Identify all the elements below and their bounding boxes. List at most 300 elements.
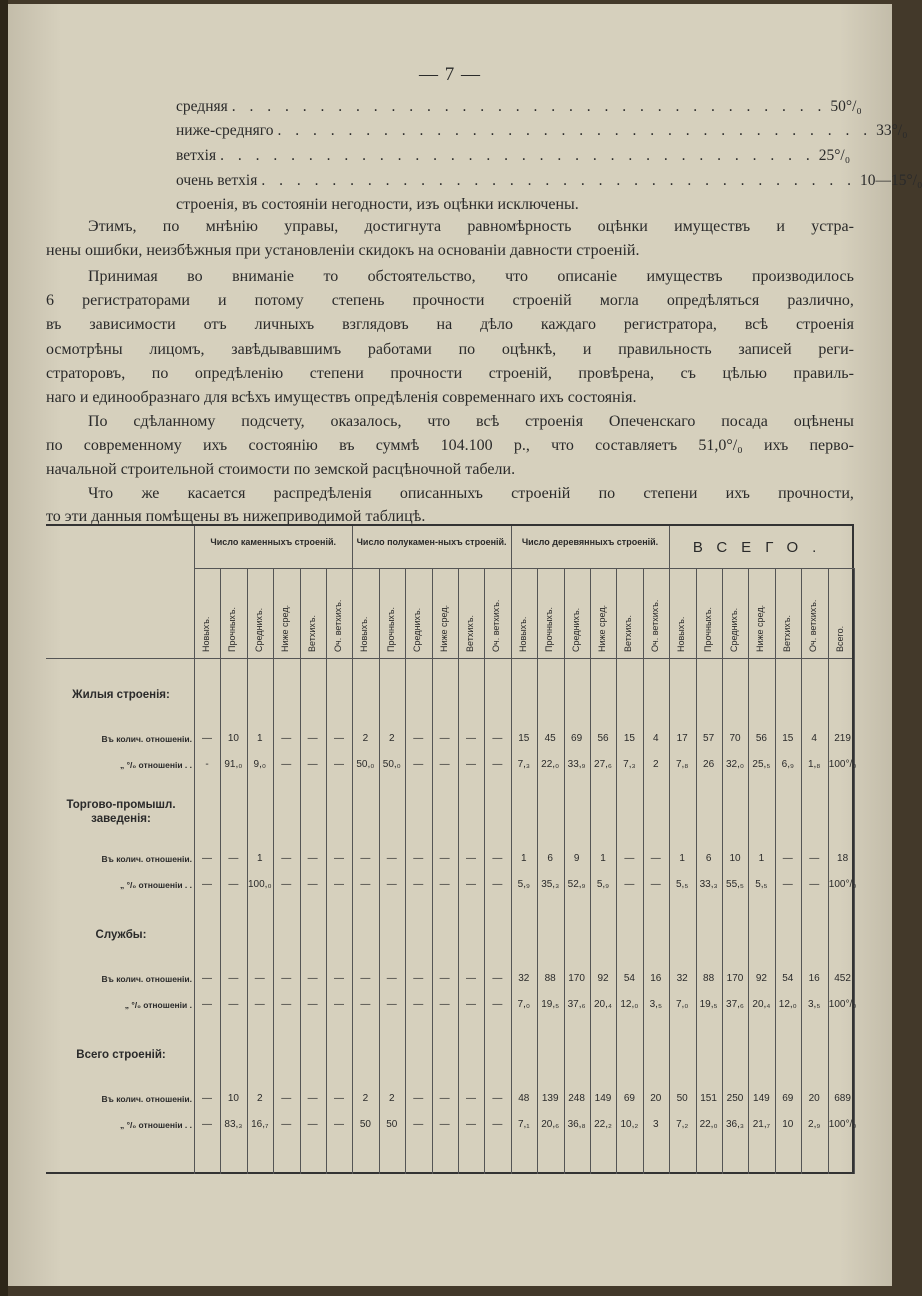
- table-cell: —: [413, 999, 424, 1010]
- table-cell: 689: [834, 1093, 851, 1104]
- table-cell: —: [413, 973, 424, 984]
- table-cell: 36,₃: [726, 1119, 744, 1130]
- table-cell: 149: [753, 1093, 770, 1104]
- table-cell: —: [360, 879, 371, 890]
- table-cell: —: [360, 999, 371, 1010]
- table-cell: —: [334, 879, 344, 890]
- word: касается: [187, 485, 246, 502]
- table-cell: —: [281, 999, 292, 1010]
- table-cell: —: [334, 973, 344, 984]
- word: степени: [309, 365, 364, 382]
- table-cell: —: [334, 759, 344, 770]
- table-cell: 26: [703, 759, 715, 770]
- table-cell: —: [466, 759, 476, 770]
- table-cell: —: [413, 1119, 424, 1130]
- column-rule: [828, 568, 829, 1174]
- column-header: Среднихъ.: [570, 607, 581, 652]
- word: имуществъ: [646, 268, 723, 285]
- table-cell: —: [228, 853, 239, 864]
- table-cell: 6: [547, 853, 553, 864]
- column-rule: [590, 568, 591, 1174]
- section-title: Жилыя строенія:: [72, 689, 170, 701]
- table-cell: 2,₉: [808, 1119, 821, 1130]
- word: состоянію: [248, 437, 318, 454]
- list-tail: строенія, въ состояніи негодности, изъ оцѣнки исключены.: [176, 196, 579, 213]
- table-cell: 139: [541, 1093, 559, 1104]
- table-cell: 3,₅: [649, 999, 662, 1010]
- word: 6: [46, 292, 54, 309]
- table-cell: 17: [676, 733, 688, 744]
- table-cell: 20,₄: [752, 999, 771, 1010]
- column-header: Ниже сред.: [597, 604, 607, 652]
- table-cell: —: [439, 1119, 450, 1130]
- row-label: Въ колич. отношеніи.: [101, 854, 192, 864]
- column-rule: [247, 568, 248, 1174]
- table-cell: 7,₈: [675, 759, 689, 770]
- table-cell: —: [307, 973, 318, 984]
- text-line: [88, 413, 854, 431]
- section-title: Всего строеній:: [76, 1049, 166, 1061]
- table-cell: —: [202, 1119, 212, 1130]
- word: распредѣленія: [273, 485, 372, 502]
- table-cell: —: [254, 973, 265, 984]
- table-cell: —: [307, 733, 318, 744]
- word: страторовъ,: [46, 365, 126, 382]
- table-cell: —: [386, 879, 397, 890]
- table-cell: —: [307, 1119, 318, 1130]
- condition-label: средняя: [176, 98, 228, 115]
- column-rule: [432, 568, 433, 1174]
- word: Что: [88, 485, 114, 502]
- group-header: Число деревянныхъ строеній.: [521, 537, 659, 547]
- table-cell: 92: [597, 973, 609, 984]
- table-cell: 15: [782, 733, 794, 744]
- table-cell: 33,₉: [567, 759, 586, 770]
- table-cell: —: [413, 759, 424, 770]
- table-cell: 48: [518, 1093, 530, 1104]
- table-cell: 50: [386, 1119, 398, 1130]
- table-cell: 20: [808, 1093, 820, 1104]
- word: лицомъ,: [149, 341, 205, 358]
- word: съ: [680, 365, 696, 382]
- page-number: — 7 —: [419, 64, 481, 85]
- table-cell: —: [334, 853, 344, 864]
- column-header: Оч. ветхихъ.: [808, 599, 819, 652]
- table-cell: —: [281, 853, 292, 864]
- table-cell: —: [809, 879, 820, 890]
- section-title: Службы:: [95, 929, 147, 941]
- column-rule: [669, 526, 670, 1174]
- word: и: [582, 341, 592, 358]
- word: строенія: [525, 413, 584, 430]
- word: сдѣланному: [133, 413, 216, 430]
- text-line: [46, 365, 854, 383]
- word: личныхъ: [254, 316, 315, 333]
- column-header: Ветхихъ.: [306, 615, 317, 652]
- condition-row: [176, 172, 922, 190]
- word: оказалось,: [330, 413, 402, 430]
- group-header: Число каменныхъ строеній.: [210, 537, 337, 547]
- word: мнѣнію: [205, 218, 258, 235]
- row-label: Въ колич. отношеніи.: [101, 1094, 192, 1104]
- leader-dots: . . . . . . . . . . . . . . . . . . . . . . . . . . . . . . . . . .: [277, 122, 873, 139]
- table-cell: —: [782, 879, 793, 890]
- header-bottom-rule: [46, 658, 852, 659]
- text-line: [88, 268, 854, 286]
- table-cell: 15: [623, 733, 635, 744]
- column-rule: [722, 568, 723, 1174]
- table-cell: 100°/₀: [828, 759, 857, 770]
- table-cell: —: [413, 879, 424, 890]
- table-cell: 22,₂: [594, 1119, 612, 1130]
- text-line: нены ошибки, неизбѣжныя при установленіи скидокъ на основаніи давности строеній.: [46, 242, 640, 259]
- table-cell: 2: [362, 733, 369, 744]
- table-cell: —: [809, 853, 820, 864]
- table-cell: 37,₆: [726, 999, 744, 1010]
- table-cell: 2: [389, 733, 395, 744]
- word: могла: [599, 292, 639, 309]
- table-cell: 27,₆: [594, 759, 612, 770]
- table-cell: 33,₃: [699, 879, 718, 890]
- table-cell: 1,₈: [807, 759, 821, 770]
- word: оцѣнены: [793, 413, 854, 430]
- text-line: начальной строительной стоимости по земской расцѣночной табели.: [46, 461, 516, 478]
- word: же: [141, 485, 160, 502]
- table-cell: —: [439, 879, 450, 890]
- table-cell: —: [281, 733, 292, 744]
- table-cell: 250: [726, 1093, 744, 1104]
- group-header: Число полукамен-ныхъ строеній.: [356, 537, 507, 547]
- table-cell: 22,₀: [699, 1119, 718, 1130]
- column-rule: [273, 568, 274, 1174]
- table-cell: 7,₁: [517, 1119, 530, 1130]
- table-cell: 5,₅: [676, 879, 689, 890]
- table-cell: 4: [811, 733, 817, 744]
- table-cell: 10: [227, 1093, 239, 1104]
- table-cell: —: [650, 879, 661, 890]
- word: и: [776, 218, 785, 235]
- table-cell: 88: [703, 973, 715, 984]
- row-label: „ °/₀ отношеніи . .: [119, 880, 192, 890]
- table-cell: 69: [782, 1093, 794, 1104]
- word: ихъ: [725, 485, 750, 502]
- table-cell: 100°/₀: [828, 879, 857, 890]
- group-header: ВСЕГО.: [692, 539, 831, 556]
- table-cell: 7,₃: [517, 759, 530, 770]
- table-cell: —: [281, 759, 292, 770]
- column-header: Ниже сред.: [280, 604, 291, 652]
- table-cell: 7,₃: [623, 759, 636, 770]
- condition-row: [176, 122, 908, 140]
- table-cell: 219: [834, 733, 851, 744]
- word: подсчету,: [241, 413, 305, 430]
- word: и: [218, 292, 227, 309]
- table-cell: —: [466, 973, 476, 984]
- table-cell: —: [466, 999, 476, 1010]
- column-rule: [194, 526, 195, 1174]
- table-cell: 10,₂: [620, 1119, 639, 1130]
- condition-label: ветхія: [176, 147, 217, 164]
- table-cell: 12,₀: [778, 999, 797, 1010]
- text-line: [46, 341, 854, 359]
- row-label: „ °/₀ отношеніи . .: [119, 760, 192, 770]
- table-cell: 9: [573, 853, 580, 864]
- column-rule: [643, 568, 644, 1174]
- column-header: Среднихъ.: [729, 607, 739, 652]
- text-line: [46, 316, 854, 334]
- word: современному: [83, 437, 182, 454]
- word: взглядовъ: [342, 316, 409, 333]
- table-cell: 22,₀: [541, 759, 560, 770]
- table-cell: 7,₀: [517, 999, 531, 1010]
- table-cell: 37,₆: [567, 999, 586, 1010]
- table-cell: 50,₀: [382, 759, 401, 770]
- table-cell: —: [360, 853, 371, 864]
- table-cell: 2: [653, 759, 659, 770]
- table-cell: 1: [521, 853, 527, 864]
- text-line: наго и единообразнаго для всѣхъ имуществъ опредѣленія современнаго ихъ состоянія.: [46, 389, 637, 406]
- word: что: [551, 437, 574, 454]
- table-cell: —: [650, 853, 661, 864]
- word: Опеченскаго: [608, 413, 696, 430]
- table-cell: 36,₈: [567, 1119, 586, 1130]
- row-label: „ °/₀ отношеніи .: [124, 1000, 192, 1010]
- word: перво-: [809, 437, 854, 454]
- table-cell: 91,₀: [224, 759, 243, 770]
- column-header: Оч. ветхихъ.: [649, 599, 660, 652]
- condition-row: [176, 98, 862, 116]
- table-cell: 100°/₀: [828, 999, 857, 1010]
- condition-value: 25°/₀: [818, 147, 851, 164]
- table-cell: —: [202, 853, 212, 864]
- table-cell: —: [281, 1119, 292, 1130]
- table-cell: 6: [705, 853, 712, 864]
- word: на: [436, 316, 453, 333]
- word: ихъ: [763, 437, 789, 454]
- word: дѣло: [480, 316, 513, 333]
- table-cell: —: [281, 973, 292, 984]
- word: опредѣляться: [666, 292, 760, 309]
- table-cell: —: [202, 999, 212, 1010]
- table-cell: 3,₅: [808, 999, 821, 1010]
- column-header: Среднихъ.: [253, 607, 264, 652]
- word: строеній,: [488, 365, 552, 382]
- table-cell: —: [466, 879, 476, 890]
- table-cell: 6,₉: [781, 759, 794, 770]
- table-cell: —: [492, 853, 503, 864]
- table-cell: 7,₀: [675, 999, 689, 1010]
- column-header: Прочныхъ.: [544, 606, 555, 652]
- word: равномѣрность: [467, 218, 572, 235]
- table-cell: 7,₂: [676, 1119, 689, 1130]
- column-header: Оч. ветхихъ.: [491, 599, 502, 652]
- table-cell: 25,₅: [752, 759, 771, 770]
- table-cell: —: [492, 759, 503, 770]
- column-rule: [748, 568, 749, 1174]
- word: устра-: [811, 218, 854, 235]
- table-cell: 52,₉: [567, 879, 586, 890]
- word: степень: [331, 292, 385, 309]
- column-header: Ветхихъ.: [623, 615, 634, 652]
- table-cell: 149: [594, 1093, 612, 1104]
- table-cell: —: [307, 999, 318, 1010]
- table-cell: 15: [518, 733, 530, 744]
- column-rule: [537, 568, 538, 1174]
- word: Принимая: [88, 268, 158, 285]
- table-cell: 10: [782, 1119, 794, 1130]
- condition-value: 10—15°/₀: [859, 172, 922, 189]
- word: посада: [721, 413, 768, 430]
- column-header: Прочныхъ.: [227, 606, 238, 652]
- word: 104.100: [440, 437, 493, 454]
- word: описаніе: [557, 268, 618, 285]
- table-cell: 248: [568, 1093, 585, 1104]
- word: регистраторами: [82, 292, 190, 309]
- word: всѣ: [744, 316, 769, 333]
- word: работами: [367, 341, 432, 358]
- table-cell: 5,₉: [517, 879, 530, 890]
- condition-row: [176, 147, 851, 165]
- table-cell: 21,₇: [752, 1119, 771, 1130]
- word: по: [151, 365, 169, 382]
- table-cell: 170: [568, 973, 585, 984]
- column-rule: [696, 568, 697, 1174]
- table-cell: —: [307, 879, 318, 890]
- table-cell: 100°/₀: [828, 1119, 857, 1130]
- table-cell: 69: [571, 733, 583, 744]
- word: завѣдывавшимъ: [231, 341, 342, 358]
- table-cell: —: [413, 733, 424, 744]
- word: реги-: [818, 341, 854, 358]
- table-cell: —: [360, 973, 371, 984]
- column-header: Прочныхъ.: [702, 606, 713, 652]
- table-cell: —: [624, 879, 635, 890]
- column-rule: [379, 568, 380, 1174]
- word: прочности: [412, 292, 485, 309]
- word: провѣрена,: [578, 365, 654, 382]
- table-cell: 56: [597, 733, 609, 744]
- word: Этимъ,: [88, 218, 137, 235]
- section-title: Торгово-промышл. заведенія:: [66, 799, 176, 825]
- table-cell: —: [228, 973, 239, 984]
- word: различно,: [787, 292, 854, 309]
- table-cell: 1: [257, 853, 263, 864]
- leader-dots: . . . . . . . . . . . . . . . . . . . . . . . . . . . . . . . . . .: [231, 98, 827, 115]
- word: цѣлью: [722, 365, 767, 382]
- column-header: Ниже сред.: [438, 604, 449, 652]
- table-cell: —: [202, 879, 212, 890]
- column-rule: [326, 568, 327, 1174]
- word: обстоятельство,: [367, 268, 476, 285]
- table-cell: 32: [676, 973, 688, 984]
- word: въ: [46, 316, 62, 333]
- table-cell: 1: [257, 733, 263, 744]
- word: По: [88, 413, 108, 430]
- table-cell: 54: [782, 973, 794, 984]
- column-header: Новыхъ.: [201, 616, 211, 652]
- table-cell: 5,₅: [755, 879, 768, 890]
- table-cell: 2: [362, 1093, 369, 1104]
- table-cell: —: [492, 1119, 503, 1130]
- word: прочности: [390, 365, 463, 382]
- word: степени: [643, 485, 698, 502]
- table-cell: —: [307, 759, 318, 770]
- table-cell: —: [386, 853, 397, 864]
- table-cell: —: [386, 973, 397, 984]
- table-cell: 3: [653, 1119, 659, 1130]
- table-cell: —: [492, 879, 503, 890]
- table-cell: 2: [257, 1093, 263, 1104]
- column-header: Среднихъ.: [412, 607, 423, 652]
- table-cell: —: [228, 999, 239, 1010]
- word: производилось: [751, 268, 854, 285]
- word: строеній: [512, 292, 572, 309]
- table-cell: 57: [703, 733, 715, 744]
- table-cell: —: [413, 1093, 424, 1104]
- strength-table: [46, 524, 857, 1174]
- word: имуществъ: [674, 218, 751, 235]
- word: прочности,: [778, 485, 854, 502]
- table-cell: 2: [389, 1093, 395, 1104]
- table-cell: 16: [650, 973, 662, 984]
- column-rule: [300, 568, 301, 1174]
- word: каждаго: [540, 316, 596, 333]
- word: зависимости: [89, 316, 176, 333]
- table-cell: —: [624, 853, 635, 864]
- text-line: [46, 292, 854, 310]
- column-rule: [484, 568, 485, 1174]
- word: р.,: [513, 437, 530, 454]
- word: что: [505, 268, 528, 285]
- table-cell: 56: [755, 733, 767, 744]
- word: опредѣленію: [194, 365, 284, 382]
- table-cell: 19,₅: [541, 999, 560, 1010]
- word: то: [323, 268, 339, 285]
- table-cell: 70: [729, 733, 741, 744]
- table-cell: 55,₅: [726, 879, 744, 890]
- table-cell: 1: [679, 853, 685, 864]
- table-cell: 69: [623, 1093, 635, 1104]
- column-header: Новыхъ.: [517, 616, 528, 652]
- table-cell: —: [492, 1093, 503, 1104]
- row-label: „ °/₀ отношеніи . .: [119, 1120, 192, 1130]
- table-cell: —: [439, 999, 450, 1010]
- table-cell: 9,₀: [253, 759, 267, 770]
- word: регистратора,: [623, 316, 717, 333]
- table-cell: —: [281, 1093, 292, 1104]
- table-cell: —: [439, 1093, 450, 1104]
- word: правиль-: [793, 365, 854, 382]
- condition-label: ниже-средняго: [176, 122, 274, 139]
- word: вниманіе: [232, 268, 294, 285]
- column-rule: [854, 568, 855, 1174]
- table-cell: —: [334, 1093, 344, 1104]
- table-cell: 100,₀: [247, 879, 272, 890]
- table-cell: —: [492, 999, 503, 1010]
- word: осмотрѣны: [46, 341, 123, 358]
- table-cell: 32,₀: [725, 759, 745, 770]
- table-cell: 50,₀: [356, 759, 375, 770]
- table-cell: —: [492, 973, 503, 984]
- column-rule: [616, 568, 617, 1174]
- table-cell: —: [334, 1119, 344, 1130]
- word: описанныхъ: [399, 485, 483, 502]
- word: оцѣнкѣ,: [501, 341, 557, 358]
- column-header: Всего.: [834, 625, 845, 652]
- column-rule: [511, 526, 512, 1174]
- table-cell: -: [205, 759, 209, 770]
- table-cell: 1: [758, 853, 765, 864]
